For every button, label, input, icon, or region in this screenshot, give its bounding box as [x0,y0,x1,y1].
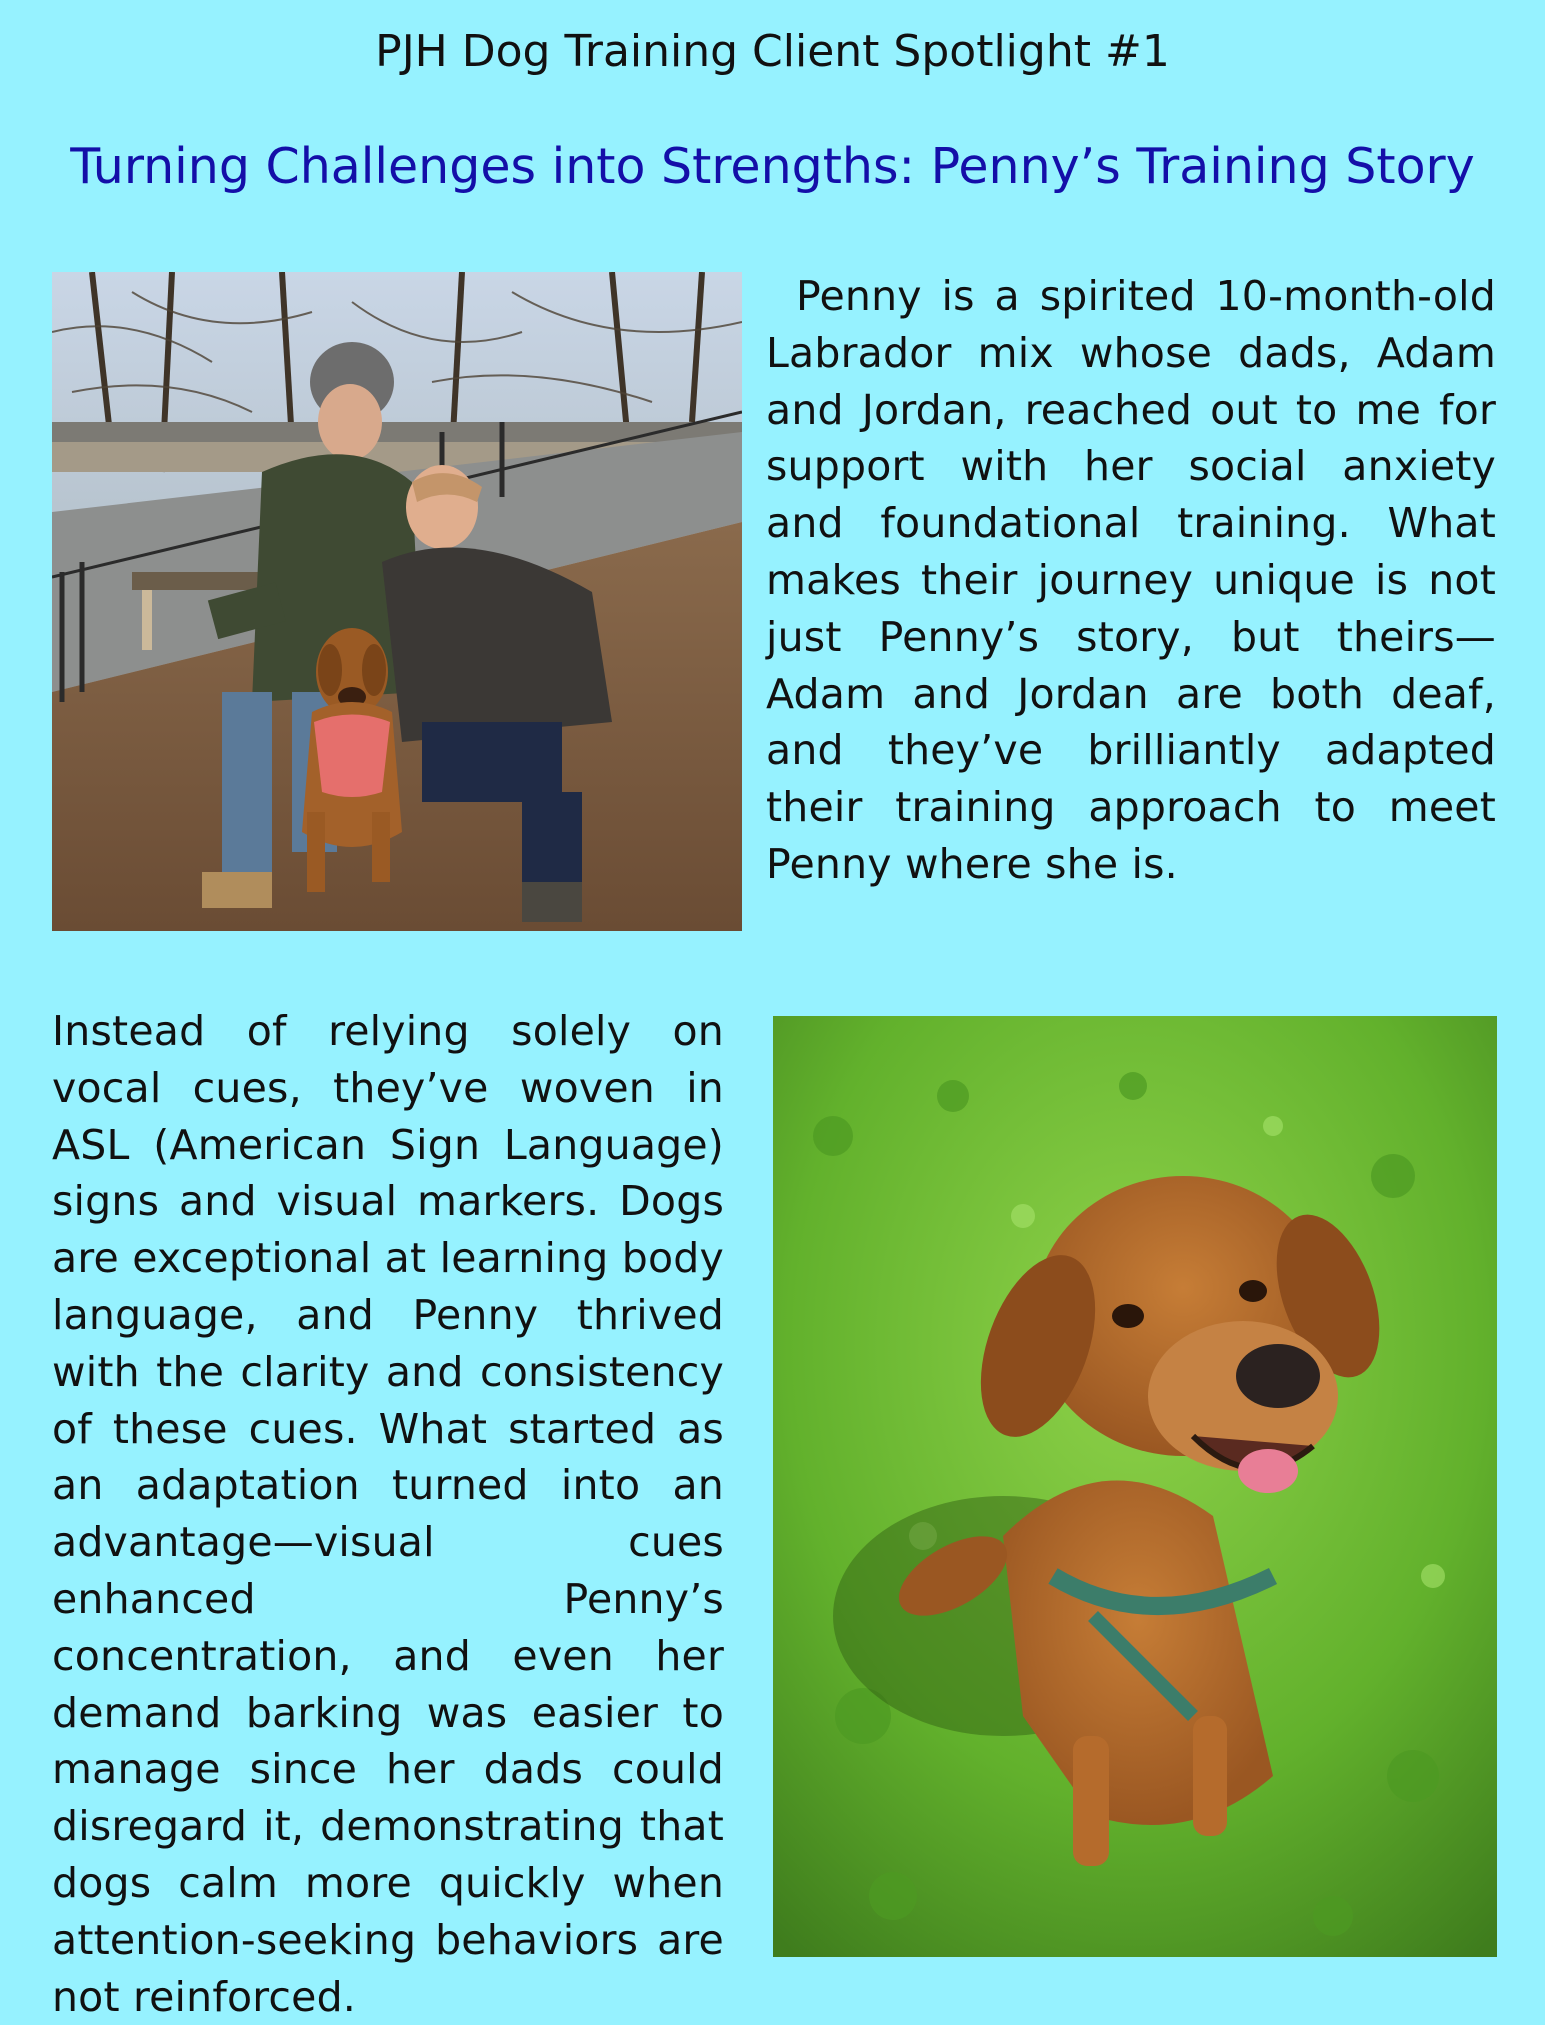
owners-with-dog-photo [52,272,742,931]
article-headline: Turning Challenges into Strengths: Penny’s Training Story [70,138,1475,195]
story-paragraph-intro: Penny is a spirited 10-month-old Labrador mix whose dads, Adam and Jordan, reached out to me for support with her social anxiety and foundational training. What makes their journey unique is not just Penny’s story, but theirs—Adam and Jordan are both deaf, and they’ve brilliantly adapted their training approach to meet Penny where she is. [766,272,1496,888]
dog-on-grass-photo [773,1016,1497,1957]
spotlight-kicker: PJH Dog Training Client Spotlight #1 [375,26,1170,77]
story-paragraph-training: Instead of relying solely on vocal cues, they’ve woven in ASL (American Sign Language) signs and visual markers. Dogs are exceptional at learning body language, and Penny thrived with the clarity and consistency of these cues. What started as an adaptation turned into an advantage—visual cues enhanced Penny’s concentration, and even her demand barking was easier to manage since her dads could disregard it, demonstrating that dogs calm more quickly when attention-seeking behaviors are not reinforced. [52,1007,724,2021]
